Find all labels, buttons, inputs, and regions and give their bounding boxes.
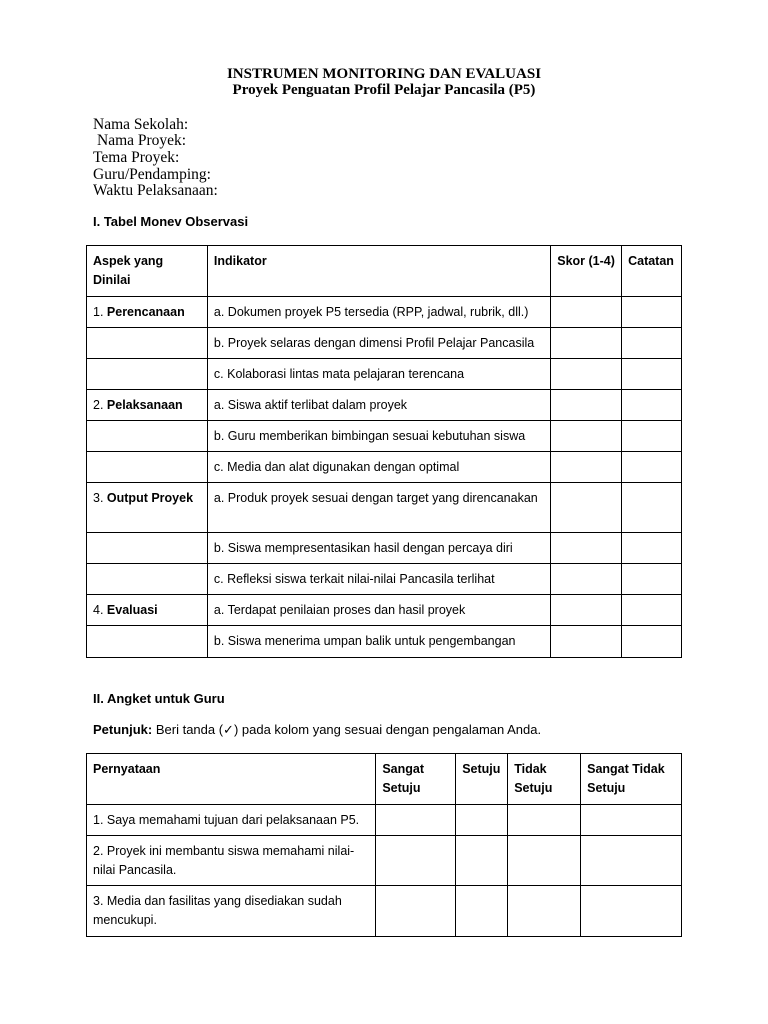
header-sangat-setuju: Sangat Setuju xyxy=(376,754,456,805)
indicator-cell: c. Media dan alat digunakan dengan optimal xyxy=(207,452,550,483)
survey-table xyxy=(86,753,682,937)
indicator-cell: c. Refleksi siswa terkait nilai-nilai Pancasila terlihat xyxy=(207,564,550,595)
monev-table xyxy=(86,245,682,658)
instruction xyxy=(93,722,541,738)
check-cell-sangat-tidak-setuju[interactable] xyxy=(581,805,682,836)
table-row xyxy=(87,626,682,658)
score-cell[interactable] xyxy=(551,359,622,390)
aspect-cell xyxy=(87,533,208,564)
aspect-label: Pelaksanaan xyxy=(106,398,183,412)
note-cell[interactable] xyxy=(622,595,682,626)
aspect-cell xyxy=(87,328,208,359)
indicator-cell: a. Dokumen proyek P5 tersedia (RPP, jadwal, rubrik, dll.) xyxy=(207,297,550,328)
table-row xyxy=(87,805,682,836)
check-cell-sangat-tidak-setuju[interactable] xyxy=(581,886,682,937)
table-header-row xyxy=(87,246,682,297)
table-row xyxy=(87,452,682,483)
note-cell[interactable] xyxy=(622,533,682,564)
check-cell-setuju[interactable] xyxy=(456,805,508,836)
table-row xyxy=(87,886,682,937)
score-cell[interactable] xyxy=(551,533,622,564)
header-catatan: Catatan xyxy=(622,246,682,297)
check-cell-setuju[interactable] xyxy=(456,836,508,886)
section1-heading: I. Tabel Monev Observasi xyxy=(93,214,249,229)
score-cell[interactable] xyxy=(551,421,622,452)
aspect-label: Perencanaan xyxy=(106,305,185,319)
table-row xyxy=(87,595,682,626)
note-cell[interactable] xyxy=(622,626,682,658)
note-cell[interactable] xyxy=(622,421,682,452)
header-setuju: Setuju xyxy=(456,754,508,805)
check-cell-setuju[interactable] xyxy=(456,886,508,937)
instruction-label: Petunjuk: xyxy=(93,722,153,737)
check-cell-sangat-setuju[interactable] xyxy=(376,805,456,836)
score-cell[interactable] xyxy=(551,297,622,328)
header-aspek: Aspek yang Dinilai xyxy=(87,246,208,297)
aspect-cell xyxy=(87,564,208,595)
field-waktu: Waktu Pelaksanaan: xyxy=(93,182,218,199)
table-row xyxy=(87,836,682,886)
header-indikator: Indikator xyxy=(207,246,550,297)
indicator-cell: a. Produk proyek sesuai dengan target yang direncanakan xyxy=(207,483,550,533)
header-skor: Skor (1-4) xyxy=(551,246,622,297)
aspect-label: Output Proyek xyxy=(106,491,194,505)
statement-cell: 3. Media dan fasilitas yang disediakan sudah mencukupi. xyxy=(87,886,376,937)
indicator-cell: a. Siswa aktif terlibat dalam proyek xyxy=(207,390,550,421)
indicator-cell: c. Kolaborasi lintas mata pelajaran terencana xyxy=(207,359,550,390)
note-cell[interactable] xyxy=(622,359,682,390)
document-title: INSTRUMEN MONITORING DAN EVALUASI xyxy=(226,66,542,82)
table-row xyxy=(87,390,682,421)
score-cell[interactable] xyxy=(551,626,622,658)
score-cell[interactable] xyxy=(551,328,622,359)
check-cell-tidak-setuju[interactable] xyxy=(508,886,581,937)
score-cell[interactable] xyxy=(551,483,622,533)
table-header-row xyxy=(87,754,682,805)
header-pernyataan: Pernyataan xyxy=(87,754,376,805)
aspect-cell xyxy=(87,595,208,626)
section2-heading: II. Angket untuk Guru xyxy=(93,691,225,706)
table-row xyxy=(87,564,682,595)
table-row xyxy=(87,483,682,533)
header-sangat-tidak-setuju: Sangat Tidak Setuju xyxy=(581,754,682,805)
aspect-cell xyxy=(87,297,208,328)
aspect-cell xyxy=(87,421,208,452)
field-nama-proyek: Nama Proyek: xyxy=(97,132,187,149)
indicator-cell: a. Terdapat penilaian proses dan hasil proyek xyxy=(207,595,550,626)
table-row xyxy=(87,533,682,564)
aspect-cell xyxy=(87,452,208,483)
aspect-number: 4. xyxy=(93,603,107,617)
indicator-cell: b. Guru memberikan bimbingan sesuai kebutuhan siswa xyxy=(207,421,550,452)
check-cell-tidak-setuju[interactable] xyxy=(508,805,581,836)
note-cell[interactable] xyxy=(622,297,682,328)
aspect-cell xyxy=(87,359,208,390)
aspect-cell xyxy=(87,626,208,658)
note-cell[interactable] xyxy=(622,452,682,483)
field-nama-sekolah: Nama Sekolah: xyxy=(93,116,189,133)
note-cell[interactable] xyxy=(622,328,682,359)
table-row xyxy=(87,297,682,328)
statement-cell: 2. Proyek ini membantu siswa memahami nilai-nilai Pancasila. xyxy=(87,836,376,886)
indicator-cell: b. Siswa mempresentasikan hasil dengan percaya diri xyxy=(207,533,550,564)
score-cell[interactable] xyxy=(551,564,622,595)
indicator-cell: b. Proyek selaras dengan dimensi Profil Pelajar Pancasila xyxy=(207,328,550,359)
header-tidak-setuju: Tidak Setuju xyxy=(508,754,581,805)
check-cell-tidak-setuju[interactable] xyxy=(508,836,581,886)
statement-cell: 1. Saya memahami tujuan dari pelaksanaan P5. xyxy=(87,805,376,836)
table-row xyxy=(87,359,682,390)
score-cell[interactable] xyxy=(551,595,622,626)
check-cell-sangat-tidak-setuju[interactable] xyxy=(581,836,682,886)
field-guru: Guru/Pendamping: xyxy=(93,166,211,183)
instruction-text: Beri tanda (✓) pada kolom yang sesuai dengan pengalaman Anda. xyxy=(152,722,542,737)
note-cell[interactable] xyxy=(622,483,682,533)
note-cell[interactable] xyxy=(622,390,682,421)
table-row xyxy=(87,328,682,359)
note-cell[interactable] xyxy=(622,564,682,595)
aspect-cell xyxy=(87,390,208,421)
score-cell[interactable] xyxy=(551,390,622,421)
score-cell[interactable] xyxy=(551,452,622,483)
table-row xyxy=(87,421,682,452)
check-cell-sangat-setuju[interactable] xyxy=(376,886,456,937)
field-tema-proyek: Tema Proyek: xyxy=(93,149,180,166)
aspect-number: 2. xyxy=(93,398,107,412)
aspect-number: 3. xyxy=(93,491,107,505)
aspect-label: Evaluasi xyxy=(106,603,158,617)
aspect-number: 1. xyxy=(93,305,107,319)
check-cell-sangat-setuju[interactable] xyxy=(376,836,456,886)
aspect-cell xyxy=(87,483,208,533)
indicator-cell: b. Siswa menerima umpan balik untuk pengembangan xyxy=(207,626,550,658)
document-subtitle: Proyek Penguatan Profil Pelajar Pancasila (P5) xyxy=(232,82,536,98)
